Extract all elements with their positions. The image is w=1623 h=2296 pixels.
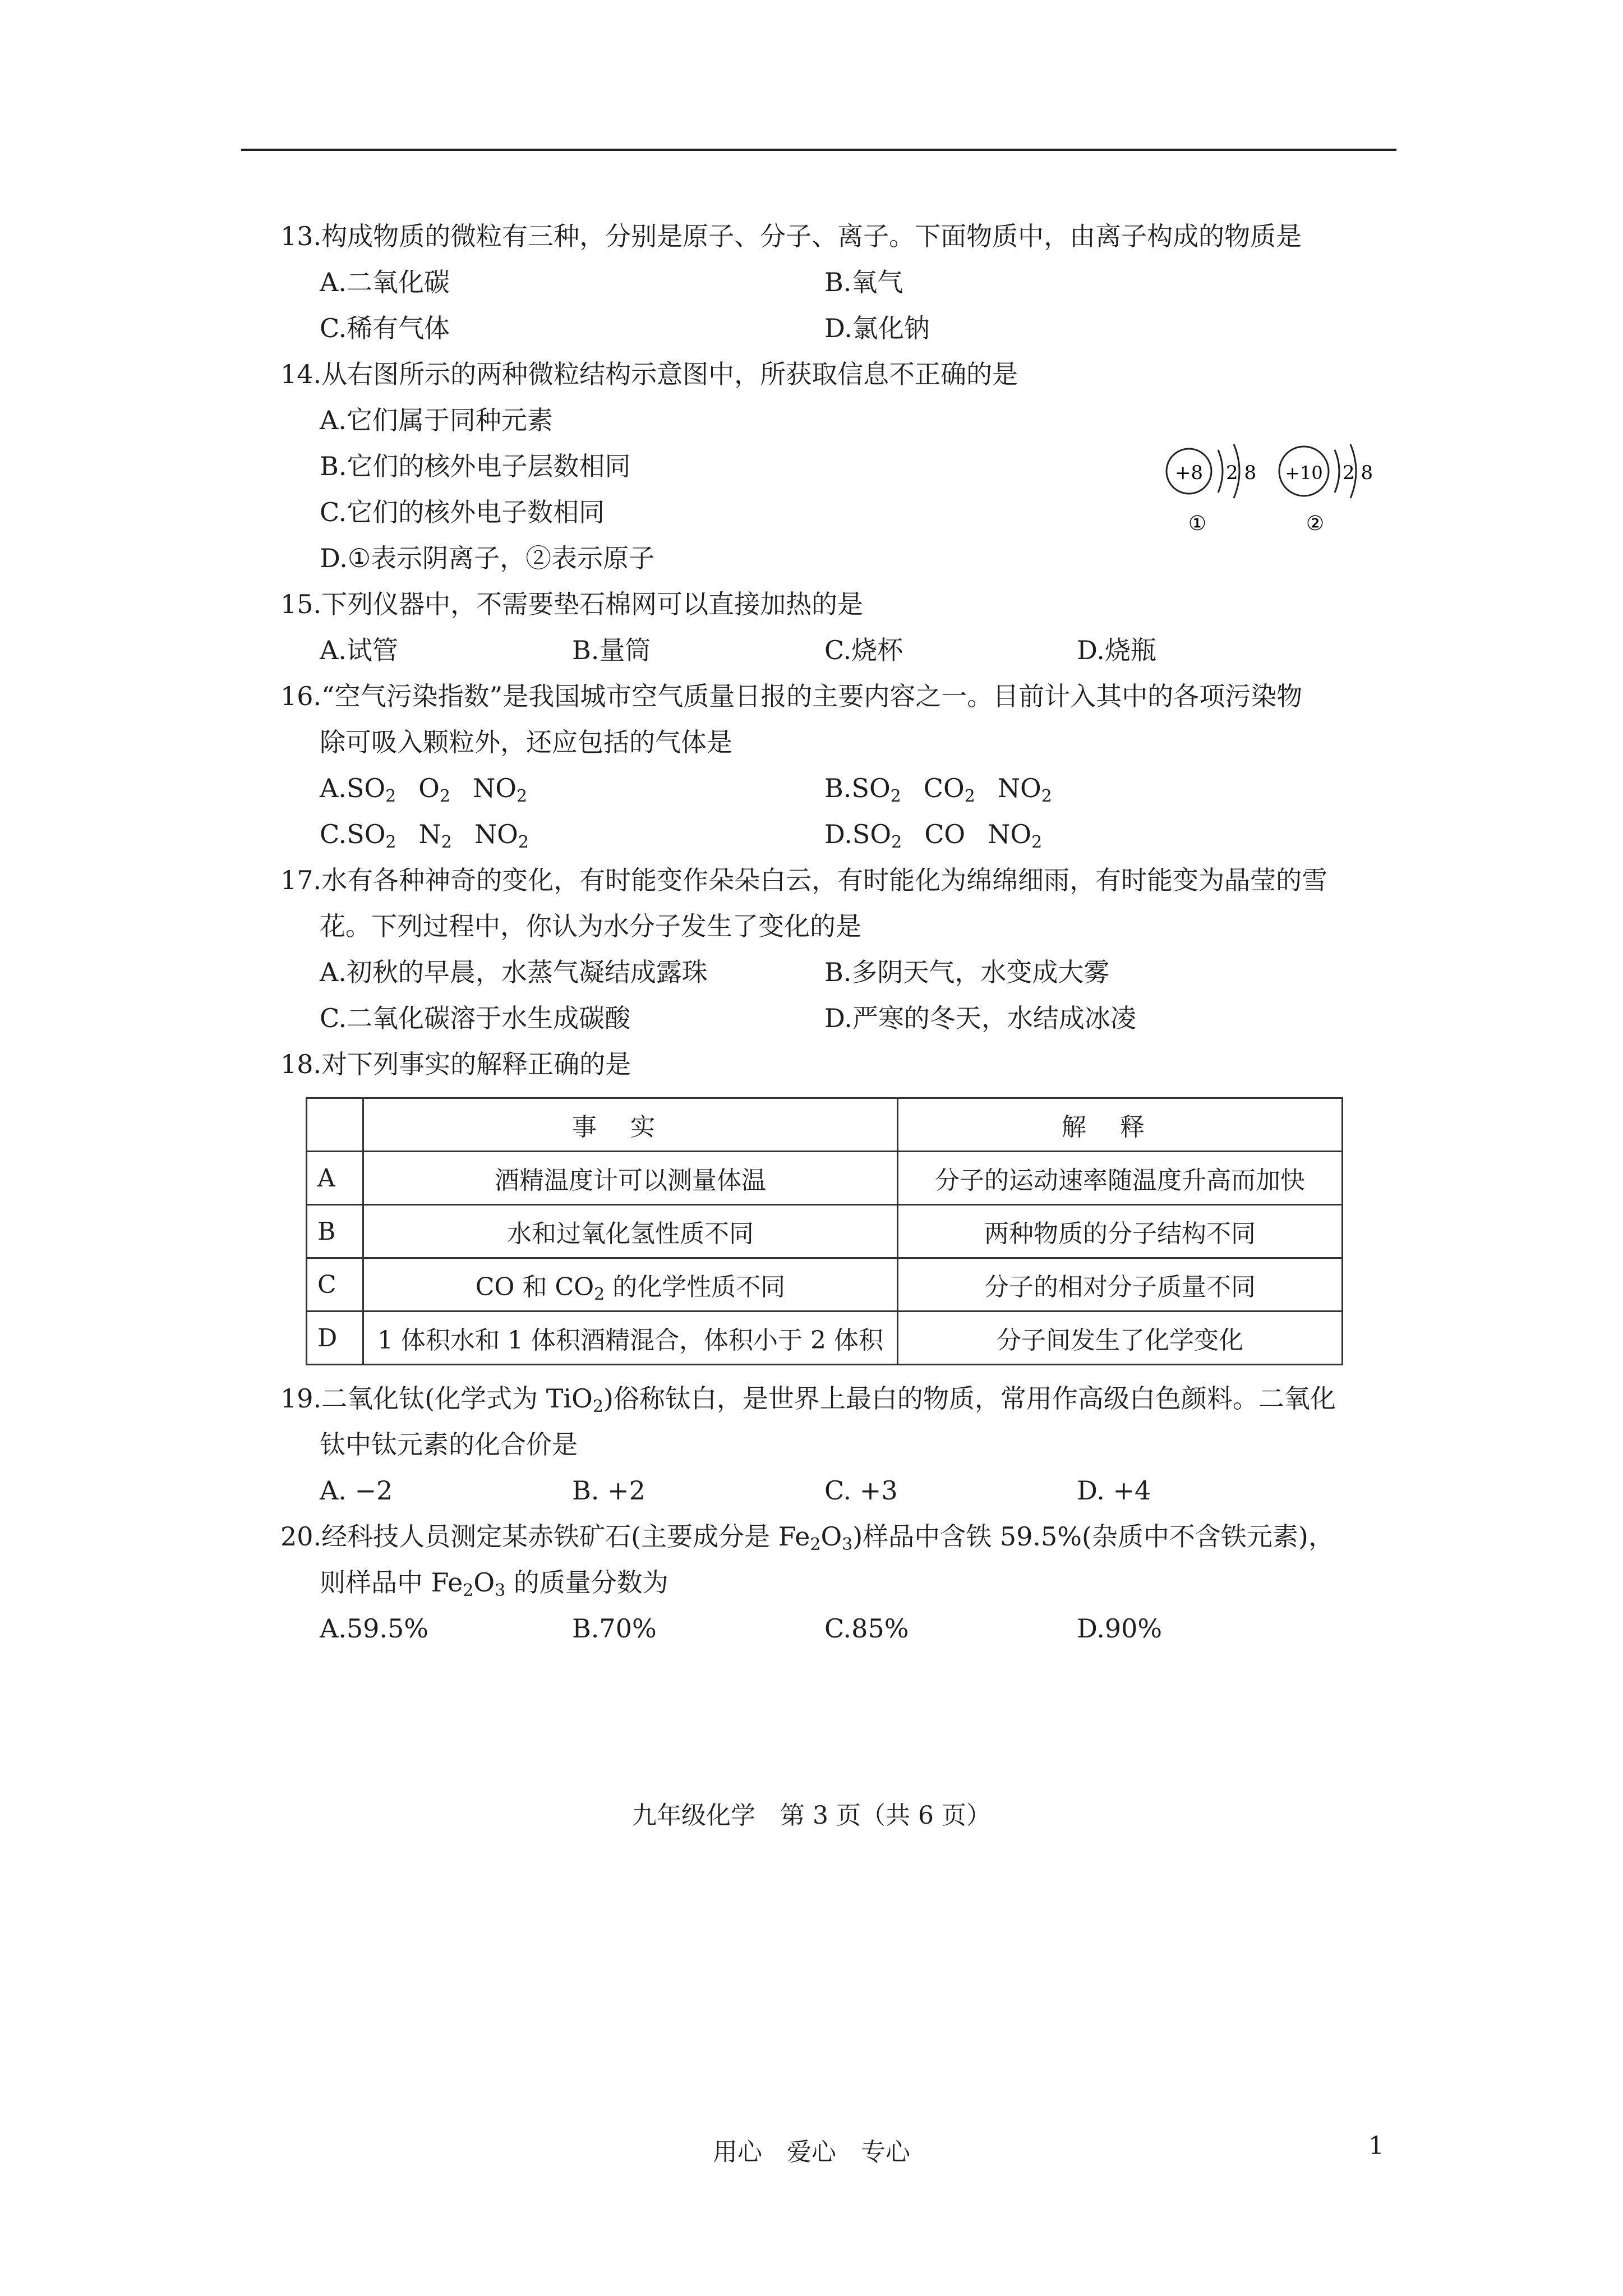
table-header-key bbox=[307, 1098, 363, 1152]
question-20-stem-line2: 则样品中 $Fe_2O_3$ 的质量分数为 bbox=[320, 1567, 668, 1600]
question-19-stem-line2: 钛中钛元素的化合价是 bbox=[320, 1429, 578, 1460]
particle-1-shells: 2 8 bbox=[1226, 462, 1257, 484]
question-14-option-a[interactable]: A.它们属于同种元素 bbox=[320, 405, 553, 435]
question-15-option-d[interactable]: D.烧瓶 bbox=[1077, 635, 1156, 665]
particle-1-label: ① bbox=[1188, 512, 1207, 535]
question-16-option-a[interactable]: $A.SO_2$ $O_2$ $NO_2$ bbox=[320, 773, 528, 806]
question-13-option-a[interactable]: A.二氧化碳 bbox=[320, 267, 450, 297]
question-14-option-c[interactable]: C.它们的核外电子数相同 bbox=[320, 497, 605, 527]
question-13-stem: 13.构成物质的微粒有三种，分别是原子、分子、离子。下面物质中，由离子构成的物质是 bbox=[280, 221, 1302, 251]
question-15-option-b[interactable]: B.量筒 bbox=[572, 635, 651, 665]
question-15-option-c[interactable]: C.烧杯 bbox=[824, 635, 903, 665]
question-20-stem-line1: 20.经科技人员测定某赤铁矿石(主要成分是 $Fe_2O_3$)样品中含铁 59.5%(杂质中不含铁元素)， bbox=[280, 1521, 1334, 1554]
table-header-row bbox=[307, 1098, 1343, 1152]
question-16-options-row1 bbox=[280, 765, 1391, 811]
question-14-stem: 14.从右图所示的两种微粒结构示意图中，所获取信息不正确的是 bbox=[280, 359, 1018, 389]
question-17-option-a[interactable]: A.初秋的早晨，水蒸气凝结成露珠 bbox=[320, 957, 708, 987]
question-16-stem-line2: 除可吸入颗粒外，还应包括的气体是 bbox=[320, 727, 732, 757]
page-number: 1 bbox=[1368, 2132, 1384, 2160]
table-row-explain: 分子间发生了化学变化 bbox=[898, 1312, 1343, 1365]
particle-2-shells: 2 8 bbox=[1343, 462, 1373, 484]
question-16-option-d[interactable]: $D.SO_2$ CO $NO_2$ bbox=[824, 819, 1043, 852]
table-header-explain: 解释 bbox=[898, 1098, 1343, 1152]
question-16-stem-line1: 16.“空气污染指数”是我国城市空气质量日报的主要内容之一。目前计入其中的各项污染物 bbox=[280, 681, 1303, 711]
table-row-fact: 酒精温度计可以测量体温 bbox=[363, 1152, 898, 1205]
question-19-stem-line1: 19.二氧化钛(化学式为 TiO$_2$)俗称钛白，是世界上最白的物质，常用作高级白色颜料。二氧化 bbox=[280, 1383, 1336, 1416]
particle-2-nucleus: +10 bbox=[1285, 462, 1323, 484]
table-row-key: B bbox=[307, 1205, 363, 1258]
table-row-key: A bbox=[307, 1152, 363, 1205]
table-row[interactable] bbox=[307, 1152, 1343, 1205]
question-13-options-row2 bbox=[280, 305, 1391, 351]
question-17-options-row2 bbox=[280, 995, 1391, 1041]
question-13-option-d[interactable]: D.氯化钠 bbox=[824, 313, 930, 343]
question-19-option-a[interactable]: A. −2 bbox=[320, 1475, 393, 1506]
table-row[interactable] bbox=[307, 1205, 1343, 1258]
question-14-option-d[interactable]: D.①表示阴离子，②表示原子 bbox=[320, 543, 655, 573]
question-16-option-b[interactable]: $B.SO_2$ $CO_2$ $NO_2$ bbox=[824, 773, 1052, 806]
question-17-options-row1 bbox=[280, 949, 1391, 995]
table-row-explain: 分子的相对分子质量不同 bbox=[898, 1258, 1343, 1312]
question-17-option-b[interactable]: B.多阴天气，水变成大雾 bbox=[824, 957, 1110, 987]
question-17-option-d[interactable]: D.严寒的冬天，水结成冰凌 bbox=[824, 1003, 1136, 1033]
question-20-options bbox=[280, 1605, 1391, 1651]
table-row-explain: 两种物质的分子结构不同 bbox=[898, 1205, 1343, 1258]
table-row-fact: 水和过氧化氢性质不同 bbox=[363, 1205, 898, 1258]
table-row[interactable] bbox=[307, 1258, 1343, 1312]
question-16-options-row2 bbox=[280, 811, 1391, 857]
particle-1-nucleus: +8 bbox=[1174, 462, 1204, 484]
header-rule bbox=[241, 149, 1396, 151]
question-14-option-b[interactable]: B.它们的核外电子层数相同 bbox=[320, 451, 631, 481]
table-row-explain: 分子的运动速率随温度升高而加快 bbox=[898, 1152, 1343, 1205]
table-row[interactable] bbox=[307, 1312, 1343, 1365]
table-header-fact: 事实 bbox=[363, 1098, 898, 1152]
table-row-key: C bbox=[307, 1258, 363, 1312]
question-15-options bbox=[280, 627, 1391, 673]
motto-footer: 用心 爱心 专心 bbox=[713, 2138, 910, 2166]
question-17-option-c[interactable]: C.二氧化碳溶于水生成碳酸 bbox=[320, 1003, 631, 1033]
question-18-stem: 18.对下列事实的解释正确的是 bbox=[280, 1049, 631, 1079]
question-20-option-d[interactable]: D.90% bbox=[1077, 1613, 1163, 1644]
question-17-stem-line2: 花。下列过程中，你认为水分子发生了变化的是 bbox=[320, 911, 861, 941]
page-info-footer: 九年级化学 第 3 页（共 6 页） bbox=[632, 1801, 991, 1830]
question-19-option-c[interactable]: C. +3 bbox=[824, 1475, 898, 1506]
question-17-stem-line1: 17.水有各种神奇的变化，有时能变作朵朵白云，有时能化为绵绵细雨，有时能变为晶莹的雪 bbox=[280, 865, 1328, 895]
question-13-options-row1 bbox=[280, 259, 1391, 305]
table-row-fact: 1 体积水和 1 体积酒精混合，体积小于 2 体积 bbox=[363, 1312, 898, 1365]
question-13-option-b[interactable]: B.氧气 bbox=[824, 267, 903, 297]
question-19-option-b[interactable]: B. +2 bbox=[572, 1475, 645, 1506]
exam-page-content bbox=[280, 213, 1391, 1651]
question-20-option-a[interactable]: A.59.5% bbox=[320, 1613, 428, 1644]
question-19-option-d[interactable]: D. +4 bbox=[1077, 1475, 1151, 1506]
question-16-option-c[interactable]: $C.SO_2$ $N_2$ $NO_2$ bbox=[320, 819, 529, 852]
particle-2-label: ② bbox=[1306, 512, 1325, 535]
question-15-stem: 15.下列仪器中，不需要垫石棉网可以直接加热的是 bbox=[280, 589, 864, 619]
question-20-option-c[interactable]: C.85% bbox=[824, 1613, 909, 1644]
question-18-table bbox=[306, 1097, 1343, 1365]
question-20-option-b[interactable]: B.70% bbox=[572, 1613, 657, 1644]
table-row-key: D bbox=[307, 1312, 363, 1365]
question-15-option-a[interactable]: A.试管 bbox=[320, 635, 398, 665]
question-13-option-c[interactable]: C.稀有气体 bbox=[320, 313, 450, 343]
table-row-fact: CO 和 $CO_2$ 的化学性质不同 bbox=[363, 1258, 898, 1312]
question-19-options bbox=[280, 1467, 1391, 1513]
